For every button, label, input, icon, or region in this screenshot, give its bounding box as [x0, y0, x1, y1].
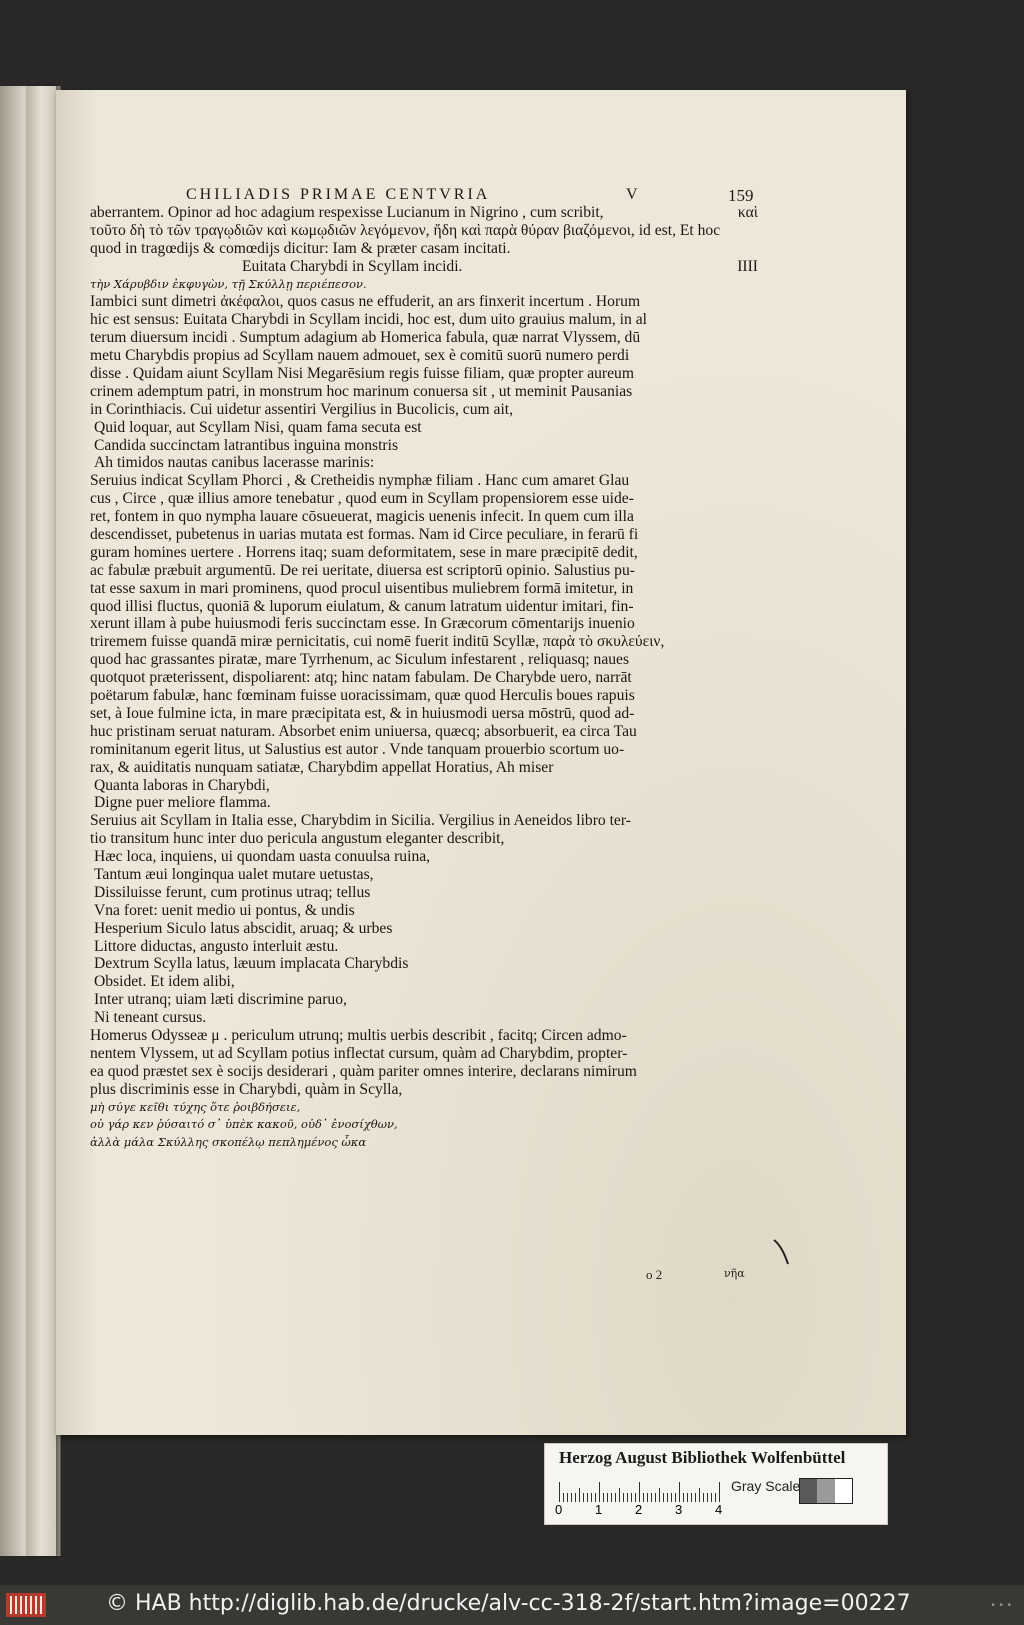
ruler-tick	[703, 1493, 704, 1502]
text-line	[90, 830, 758, 848]
text-line	[90, 222, 758, 240]
line-right-text: IIII	[737, 257, 758, 275]
ruler-number: 3	[675, 1502, 683, 1517]
ruler-tick	[651, 1493, 652, 1502]
verse-line	[90, 794, 758, 812]
verse-line	[90, 902, 758, 920]
line-text: Ah timidos nautas canibus lacerasse marinis:	[94, 454, 375, 472]
text-line	[90, 544, 758, 562]
text-line	[90, 741, 758, 759]
text-line	[90, 651, 758, 669]
ruler-tick	[683, 1493, 684, 1502]
ruler-tick	[655, 1493, 656, 1502]
line-text: in Corinthiacis. Cui uidetur assentiri Vergilius in Bucolicis, cum ait,	[90, 400, 514, 418]
ruler-tick	[667, 1493, 668, 1502]
line-text: τὴν Χάρυβδιν ἐκφυγὼν, τῇ Σκύλλῃ περιέπεσον.	[90, 276, 367, 291]
ruler-tick	[627, 1493, 628, 1502]
text-line	[90, 383, 758, 401]
text-line	[90, 526, 758, 544]
text-line	[90, 1081, 758, 1099]
bottom-bar	[0, 1585, 1024, 1625]
line-text: cus , Circe , quæ illius amore tenebatur , quod eum in Scyllam propensiorem esse uide-	[90, 490, 634, 508]
ruler-tick	[695, 1493, 696, 1502]
text-line	[90, 669, 758, 687]
text-line	[90, 204, 758, 222]
text-line	[90, 705, 758, 723]
verse-line	[90, 938, 758, 956]
ruler-number: 0	[555, 1502, 563, 1517]
line-text: aberrantem. Opinor ad hoc adagium respexisse Lucianum in Nigrino , cum scribit,	[90, 204, 604, 221]
verse-line	[90, 866, 758, 884]
text-line	[90, 1063, 758, 1081]
ruler-tick	[587, 1493, 588, 1502]
verse-line	[90, 973, 758, 991]
line-text: tio transitum hunc inter duo pericula angustum eleganter describit,	[90, 830, 505, 848]
text-line	[90, 240, 758, 258]
ruler-tick	[559, 1482, 560, 1502]
line-text: Inter utranq; uiam læti discrimine paruo,	[94, 991, 347, 1009]
line-text: Hesperium Siculo latus abscidit, aruaq; & urbes	[94, 919, 393, 937]
text-line	[90, 812, 758, 830]
text-line	[90, 598, 758, 616]
line-text: quod illisi fluctus, quoniā & luporum eiulatum, & canum latratum uidentur imitari, fin-	[90, 597, 634, 615]
greek-line	[90, 1134, 758, 1152]
text-line	[90, 1045, 758, 1063]
verse-line	[90, 777, 758, 795]
line-text: Hæc loca, inquiens, ui quondam uasta conuulsa ruina,	[94, 848, 431, 866]
line-text: descendisset, pubetenus in uarias mutata est formas. Nam id Circe peculiare, in ferarū fi	[90, 526, 639, 544]
line-text: guram homines uertere . Horrens itaq; suam deformitatem, sese in mare præcipitē dedit,	[90, 543, 638, 561]
ruler-tick	[647, 1493, 648, 1502]
verse-line	[90, 991, 758, 1009]
left-page-fold	[26, 86, 56, 1556]
text-line	[90, 723, 758, 741]
line-text: quotquot præterissent, dispoliarent: atq; hinc natam fabulam. De Charybde uero, narrāt	[90, 669, 632, 687]
running-head-signature: V	[626, 186, 641, 203]
greek-line	[90, 276, 758, 294]
line-text: Quanta laboras in Charybdi,	[94, 776, 270, 794]
line-text: rominitanum egerit litus, ut Salustius est autor . Vnde tanquam prouerbio scortum uo-	[90, 740, 625, 758]
ruler-tick	[663, 1493, 664, 1502]
gray-scale-swatch	[799, 1478, 853, 1504]
line-text: nentem Vlyssem, ut ad Scyllam potius inflectat cursum, quàm ad Charybdim, propter-	[90, 1044, 628, 1062]
text-line	[90, 293, 758, 311]
text-line	[90, 365, 758, 383]
verse-line	[90, 848, 758, 866]
ruler-tick	[671, 1493, 672, 1502]
line-text: Tantum æui longinqua ualet mutare uetustas,	[94, 865, 374, 883]
ruler-tick	[599, 1482, 600, 1502]
text-line	[90, 472, 758, 490]
line-text: disse . Quidam aiunt Scyllam Nisi Megarēsium regis fuisse filiam, quæ propter aureum	[90, 365, 634, 383]
ruler-tick	[571, 1493, 572, 1502]
pen-mark-icon	[772, 1238, 792, 1268]
line-text: xerunt illam à pube huiusmodi feris succinctam esse. In Græcorum cōmentarijs inuenio	[90, 615, 635, 633]
line-text: Iambici sunt dimetri ἀκέφαλοι, quos casus ne effuderit, an ars finxerit incertum . Horum	[90, 293, 641, 311]
ruler-tick	[711, 1493, 712, 1502]
text-block	[90, 204, 758, 1152]
ruler-tick	[635, 1493, 636, 1502]
line-text: Vna foret: uenit medio ui pontus, & undis	[94, 901, 355, 919]
ruler-tick	[715, 1493, 716, 1502]
text-line	[90, 633, 758, 651]
left-page-edge	[0, 86, 61, 1556]
line-text: Dextrum Scylla latus, læuum implacata Charybdis	[94, 955, 409, 973]
line-text: metu Charybdis propius ad Scyllam nauem admouet, sex è comitū suorū numero perdi	[90, 347, 630, 365]
ruler-tick	[583, 1493, 584, 1502]
ruler-tick	[679, 1482, 680, 1502]
ruler-number: 1	[595, 1502, 603, 1517]
line-text: hic est sensus: Euitata Charybdi in Scyllam incidi, hoc est, dum uito grauius malum, in al	[90, 311, 647, 329]
line-text: crinem ademptum patri, in monstrum hoc marinum conuersa sit , ut meminit Pausanias	[90, 382, 633, 400]
ruler-tick	[607, 1493, 608, 1502]
text-line	[90, 347, 758, 365]
line-text: terum diuersum incidi . Sumptum adagium ab Homerica fabula, quæ narrat Vlyssem, dū	[90, 329, 641, 347]
verse-line	[90, 920, 758, 938]
line-text: quod hac grassantes piratæ, mare Tyrrhenum, ac Siculum infestarent , reliquasq; naues	[90, 651, 630, 669]
line-text: rax, & auiditatis nunquam satiatæ, Charybdim appellat Horatius, Ah miser	[90, 758, 554, 776]
ruler-tick	[563, 1493, 564, 1502]
ruler-tick	[619, 1488, 620, 1502]
ruler-tick	[575, 1493, 576, 1502]
line-text: Littore diductas, angusto interluit æstu.	[94, 937, 339, 955]
line-text: plus discriminis esse in Charybdi, quàm in Scylla,	[90, 1080, 403, 1098]
verse-line	[90, 955, 758, 973]
line-text: Euitata Charybdi in Scyllam incidi.	[242, 257, 463, 275]
line-text: set, à Ioue fulmine icta, in mare præcipitata est, & in huiusmodi uersa mōstrū, quod ad-	[90, 704, 635, 722]
footer-signature: o 2	[646, 1267, 663, 1282]
line-text: ret, fontem in quo nympha lauare cōsueuerat, magicis uenenis infecit. In quem cum illa	[90, 508, 634, 526]
ruler-tick	[631, 1493, 632, 1502]
line-text: οὐ γάρ κεν ῥύσαιτό σ᾽ ὑπὲκ κακοῦ, οὐδ᾽ ἐνοσίχθων,	[90, 1117, 398, 1132]
ruler-tick	[615, 1493, 616, 1502]
running-head-title: CHILIADIS PRIMAE CENTVRIA	[186, 186, 491, 203]
line-text: Seruius indicat Scyllam Phorci , & Cretheidis nymphæ filiam . Hanc cum amaret Glau	[90, 472, 630, 490]
line-text: triremem fuisse quandā miræ pernicitatis, cui nomē fuerit inditū Scyllæ, παρὰ τὸ σκυλεύειν,	[90, 633, 665, 651]
text-line	[90, 329, 758, 347]
adage-heading	[90, 258, 758, 276]
line-text: poëtarum fabulæ, hanc fœminam fuisse uoracissimam, quæ quod Herculis boues rapuis	[90, 687, 635, 705]
ruler-tick	[687, 1493, 688, 1502]
line-text: tat esse saxum in mari prominens, quod procul uisentibus muliebrem formā imitetur, in	[90, 579, 634, 597]
text-line	[90, 490, 758, 508]
verse-line	[90, 884, 758, 902]
ruler-tick	[659, 1488, 660, 1502]
page-number: 159	[728, 186, 754, 205]
verse-line	[90, 1009, 758, 1027]
line-text: Obsidet. Et idem alibi,	[94, 973, 235, 991]
line-text: ἀλλὰ μάλα Σκύλλης σκοπέλῳ πεπλημένος ὦκα	[90, 1135, 367, 1150]
gray-scale-label: Gray Scale	[731, 1478, 801, 1494]
text-line	[90, 615, 758, 633]
verse-line	[90, 419, 758, 437]
line-text: τοῦτο δὴ τὸ τῶν τραγῳδιῶν καὶ κωμῳδιῶν λεγόμενον, ἤδη καὶ παρὰ θύραν βιαζόμενοι, id est, Et hoc	[90, 221, 721, 239]
book-page	[56, 90, 906, 1435]
corner-dots-icon: • • •	[990, 1601, 1012, 1611]
ruler-tick	[639, 1482, 640, 1502]
line-text: quod in tragœdijs & comœdijs dicitur: Iam & præter casam incitati.	[90, 239, 511, 257]
line-text: Quid loquar, aut Scyllam Nisi, quam fama secuta est	[94, 418, 422, 436]
ruler-tick	[699, 1488, 700, 1502]
ruler-tick	[707, 1493, 708, 1502]
verse-line	[90, 437, 758, 455]
line-right-text: καὶ	[737, 204, 758, 221]
ruler-tick	[675, 1493, 676, 1502]
ruler-tick	[691, 1493, 692, 1502]
line-text: μὴ σύγε κεῖθι τύχης ὅτε ῥοιβδήσειε,	[90, 1099, 301, 1114]
source-url[interactable]: © HAB http://diglib.hab.de/drucke/alv-cc-318-2f/start.htm?image=00227	[106, 1591, 911, 1616]
text-line	[90, 1027, 758, 1045]
text-line	[90, 508, 758, 526]
text-line	[90, 562, 758, 580]
greek-line	[90, 1116, 758, 1134]
hab-logo-icon	[6, 1591, 46, 1619]
ruler-tick	[623, 1493, 624, 1502]
text-line	[90, 759, 758, 777]
ruler-number: 2	[635, 1502, 643, 1517]
line-text: ac fabulæ præbuit argumentū. De rei ueritate, diuersa est scriptorū opinio. Salustius pu-	[90, 561, 635, 579]
ruler-tick	[591, 1493, 592, 1502]
archive-label	[544, 1443, 888, 1525]
text-line	[90, 311, 758, 329]
greek-line	[90, 1099, 758, 1117]
line-text: Dissiluisse ferunt, cum protinus utraq; tellus	[94, 883, 371, 901]
text-line	[90, 687, 758, 705]
archive-title: Herzog August Bibliothek Wolfenbüttel	[559, 1448, 846, 1467]
line-text: Ni teneant cursus.	[94, 1009, 207, 1027]
ruler-tick	[603, 1493, 604, 1502]
verse-line	[90, 454, 758, 472]
scale-ruler	[559, 1480, 727, 1502]
text-line	[90, 580, 758, 598]
ruler-tick	[611, 1493, 612, 1502]
line-text: Homerus Odysseæ μ . periculum utrunq; multis uerbis describit , facitq; Circen admo-	[90, 1026, 627, 1044]
line-text: Digne puer meliore flamma.	[94, 794, 271, 812]
ruler-tick	[719, 1482, 720, 1502]
scale-ruler-numbers	[555, 1502, 735, 1518]
ruler-tick	[567, 1493, 568, 1502]
ruler-tick	[579, 1488, 580, 1502]
line-text: Candida succinctam latrantibus inguina monstris	[94, 436, 399, 454]
catchword: νῆα	[724, 1267, 745, 1280]
line-text: Seruius ait Scyllam in Italia esse, Charybdim in Sicilia. Vergilius in Aeneidos libro ter-	[90, 812, 631, 830]
text-line	[90, 401, 758, 419]
ruler-tick	[643, 1493, 644, 1502]
ruler-tick	[595, 1493, 596, 1502]
line-text: huc pristinam seruat naturam. Absorbet enim uniuersa, quæcq; absorbuerit, ea circa Tau	[90, 722, 637, 740]
ruler-number: 4	[715, 1502, 723, 1517]
line-text: ea quod præstet sex è socijs desiderari , quàm pariter omnes interire, declarans nimirum	[90, 1062, 637, 1080]
